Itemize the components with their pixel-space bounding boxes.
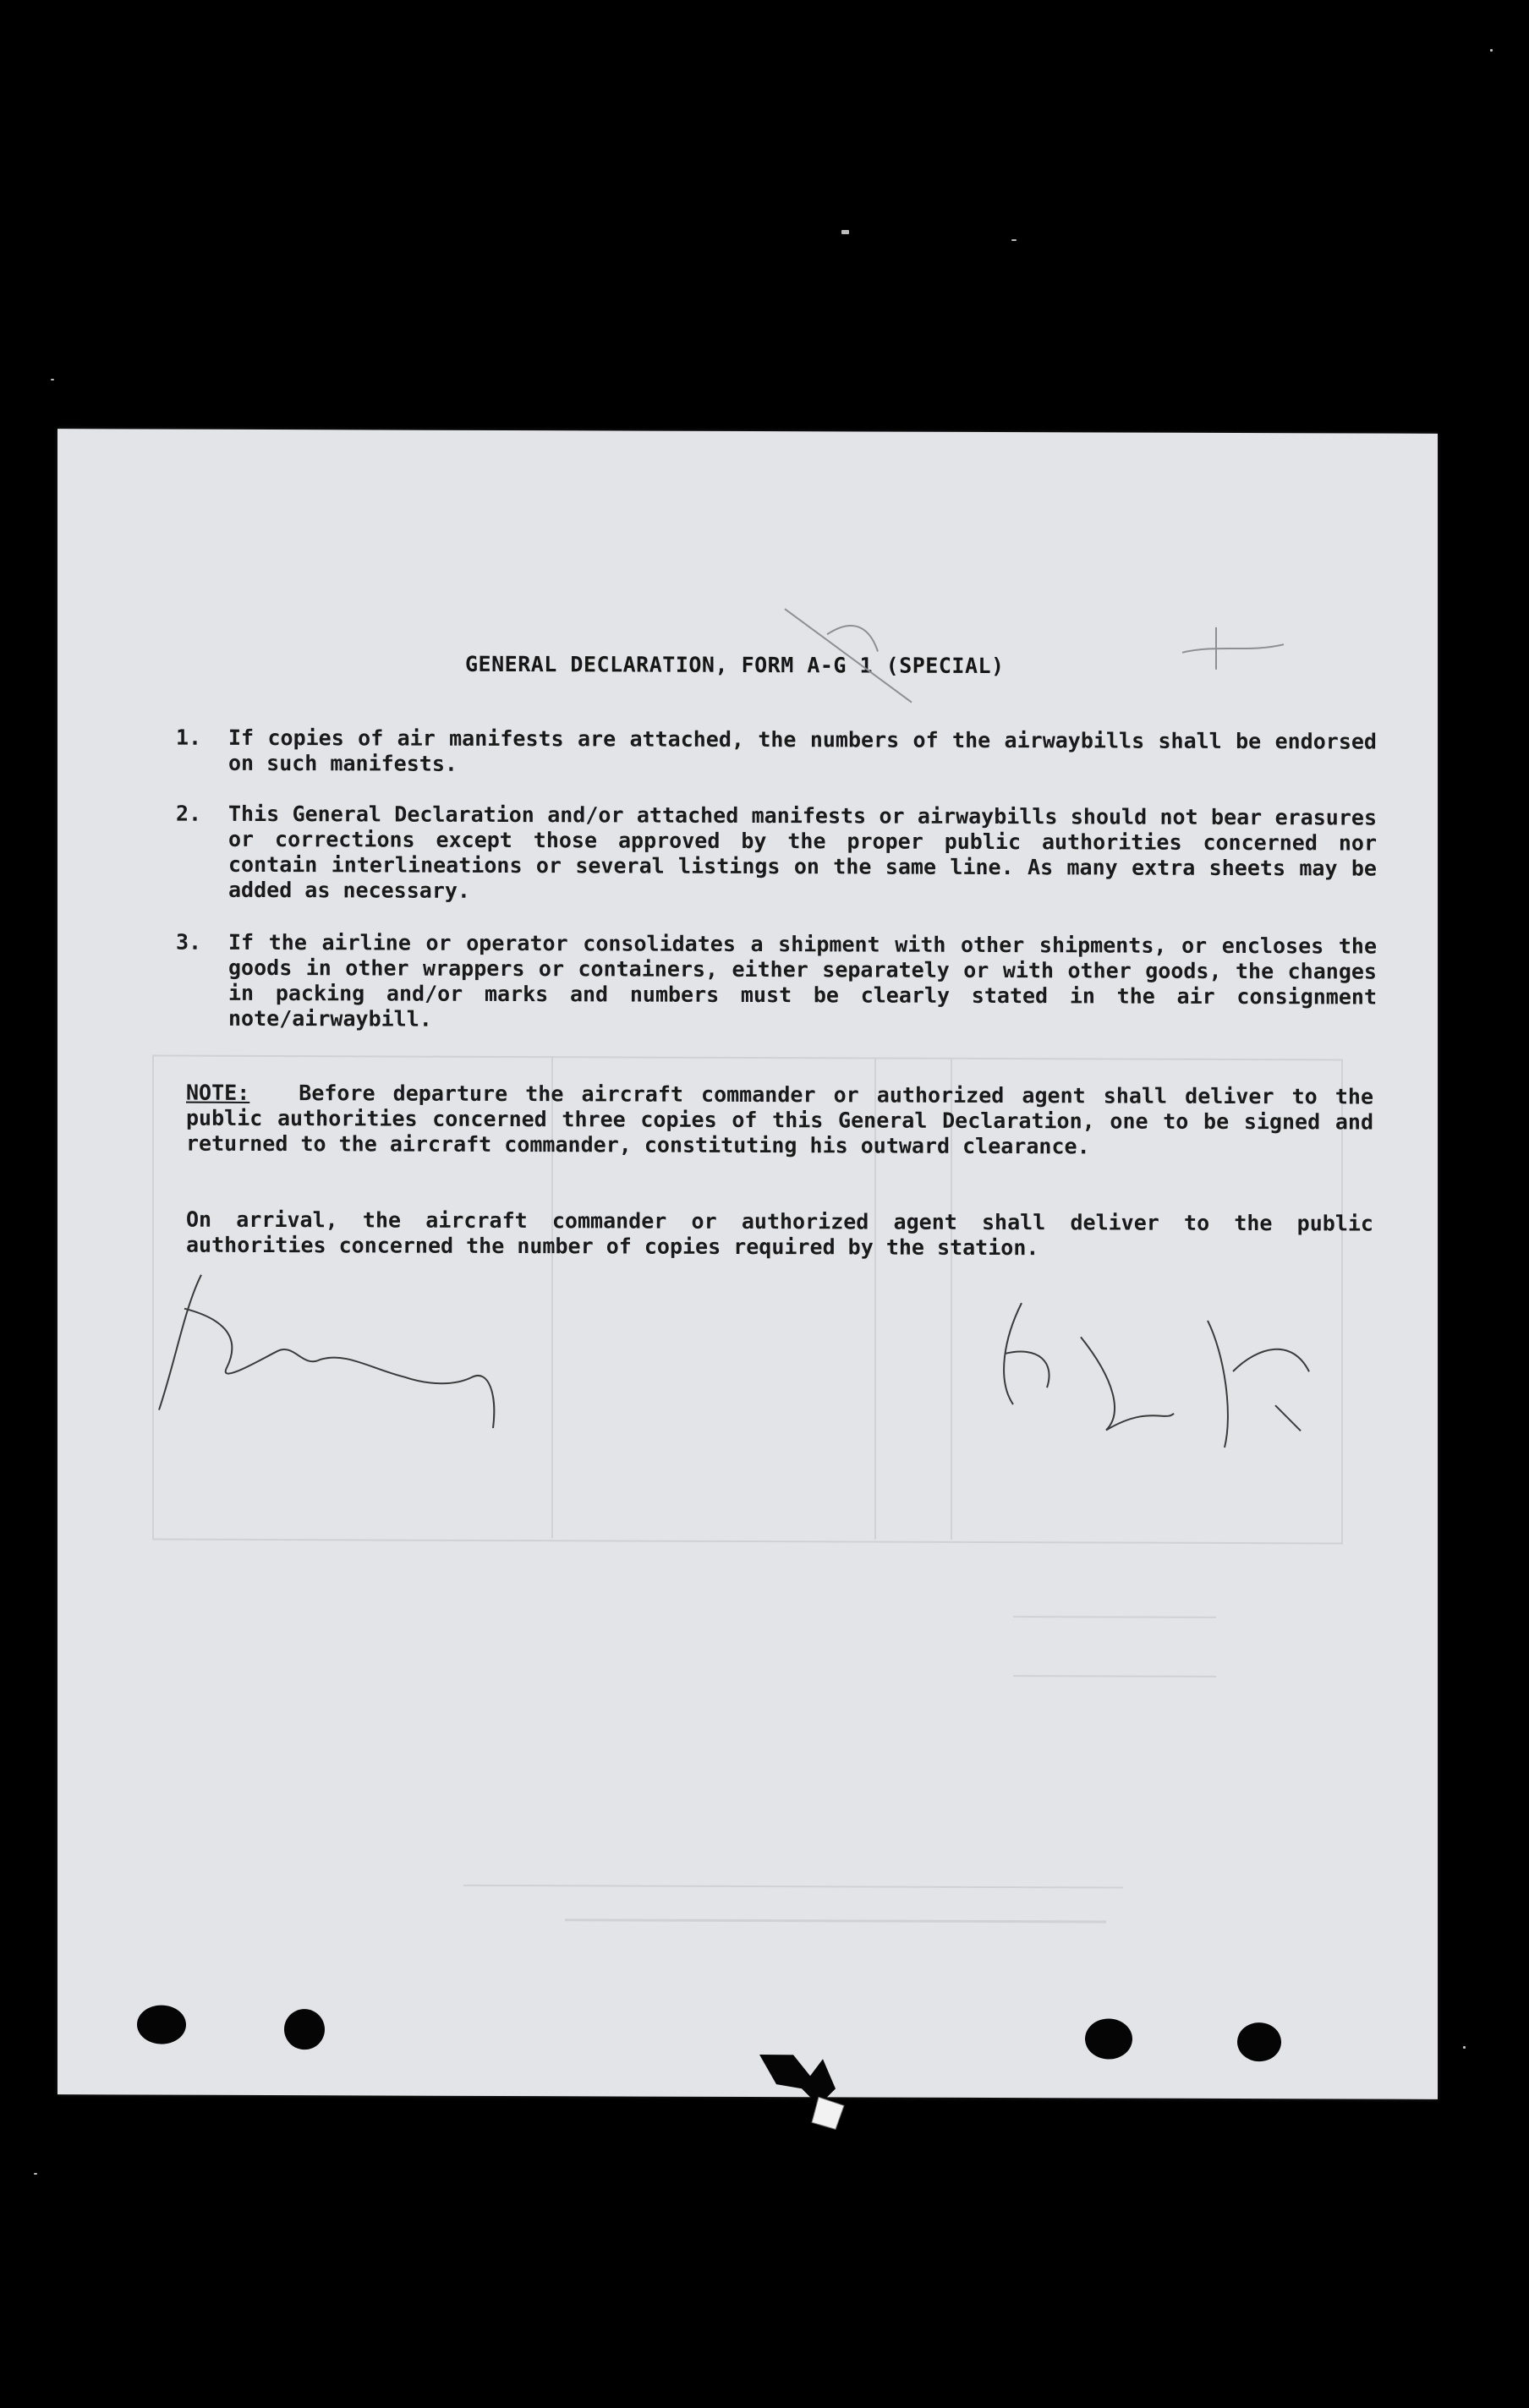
item-text: If the airline or operator consolidates a shipment with other shipments, or encloses the goods in other wrappers or containers, either separately or with other goods, the changes in packing and/or marks and numbers must be clearly stated in the air consignment note/airwaybill. <box>228 929 1377 1032</box>
note-paragraph <box>186 1081 1373 1161</box>
dust-speck <box>1490 49 1493 52</box>
note-label: NOTE: <box>186 1080 250 1105</box>
punch-hole <box>137 2005 186 2044</box>
document-page <box>58 429 1438 2099</box>
item-number: 2. <box>176 801 202 826</box>
dust-speck <box>51 379 54 380</box>
punch-hole <box>284 2009 325 2050</box>
item-text: This General Declaration and/or attached manifests or airwaybills should not bear erasures or corrections except those approved by the proper public authorities concerned nor contain interlineations or several listings on the same line. As many extra sheets may be added as necessary. <box>228 801 1377 903</box>
arrival-paragraph: On arrival, the aircraft commander or authorized agent shall deliver to the public authorities concerned the number of copies required by the station. <box>186 1207 1373 1261</box>
bleed-through-rule <box>1013 1675 1216 1677</box>
instruction-item <box>176 802 1377 907</box>
instruction-item <box>176 725 1377 780</box>
dust-speck <box>1463 2046 1466 2049</box>
dust-speck <box>841 230 849 234</box>
item-number: 3. <box>176 929 202 955</box>
punch-hole <box>1085 2018 1132 2059</box>
torn-edge <box>759 2055 861 2131</box>
instruction-item <box>176 930 1377 1036</box>
item-text: If copies of air manifests are attached, the numbers of the airwaybills shall be endorsed on such manifests. <box>228 725 1377 776</box>
handwritten-signature <box>151 1258 548 1480</box>
bleed-through-rule <box>1013 1616 1216 1618</box>
dust-speck <box>34 2173 37 2175</box>
dust-speck <box>1011 239 1017 241</box>
note-text: Before departure the aircraft commander or authorized agent shall deliver to the public authorities concerned three copies of this General Declaration, one to be signed and returned to the aircraft commander, constituting his outward clearance. <box>186 1081 1373 1159</box>
bleed-through-rule <box>565 1918 1106 1923</box>
pencil-mark <box>776 600 1318 720</box>
handwritten-initials <box>954 1286 1343 1474</box>
item-number: 1. <box>176 725 202 750</box>
bleed-through-rule <box>463 1885 1123 1889</box>
punch-hole <box>1237 2022 1281 2061</box>
document-title: GENERAL DECLARATION, FORM A-G 1 (SPECIAL) <box>465 651 1005 679</box>
